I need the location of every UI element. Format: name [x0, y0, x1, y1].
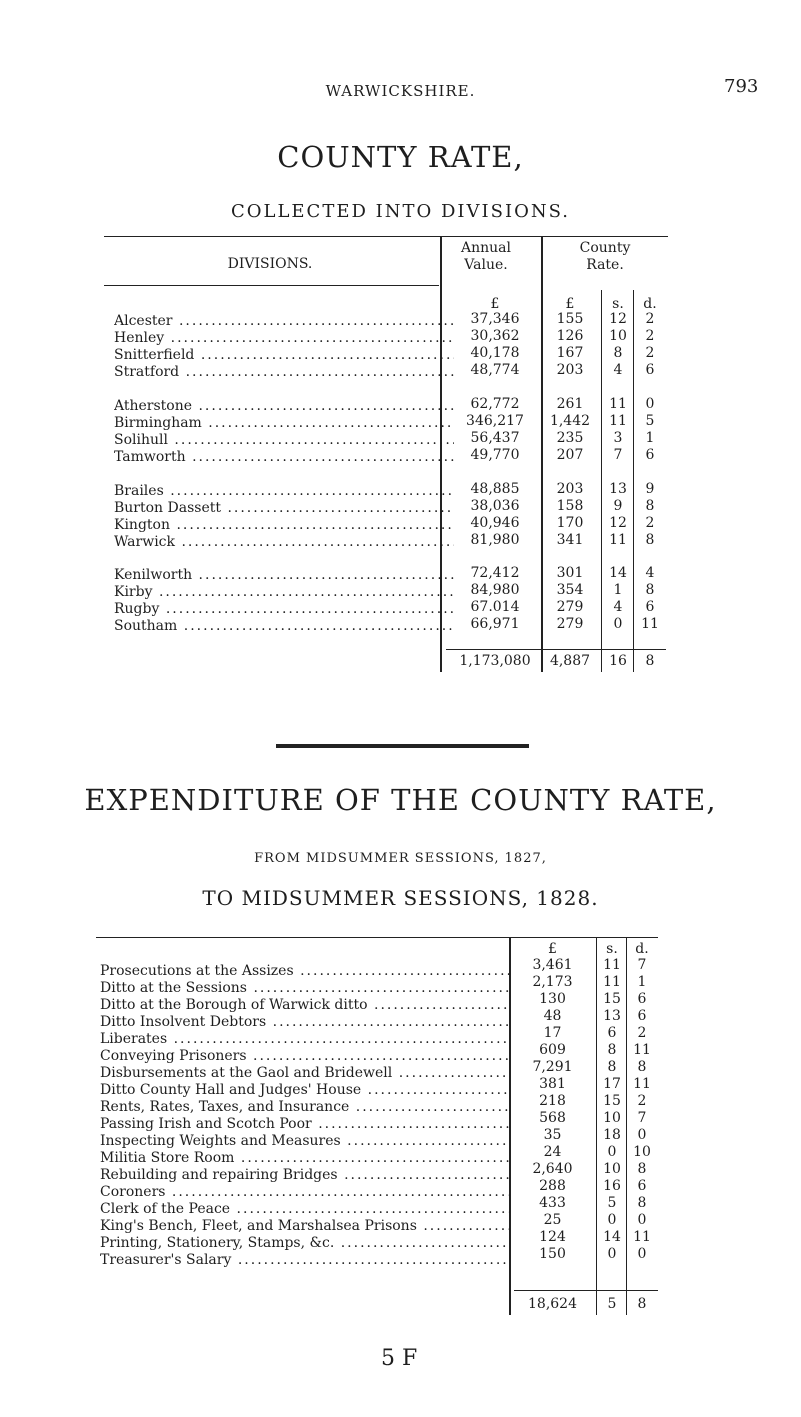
rate-pence: 2	[645, 345, 655, 361]
expense-item: Liberates .....	[100, 1031, 510, 1048]
annual-value: 56,437	[470, 430, 520, 446]
division-name: Tamworth .....	[114, 449, 454, 466]
annual-value: 81,980	[470, 532, 520, 548]
expense-pence: 6	[637, 1178, 647, 1194]
expense-pence: 11	[633, 1042, 651, 1058]
annual-value: 66,971	[470, 616, 520, 632]
expense-shillings: 0	[607, 1212, 617, 1228]
rate-pounds: 167	[556, 345, 584, 361]
rate-pounds: 155	[556, 311, 584, 327]
table2-top-rule	[96, 937, 658, 938]
division-name: Atherstone .....	[114, 398, 454, 415]
expense-shillings: 5	[607, 1195, 617, 1211]
expense-pounds: 381	[539, 1076, 566, 1092]
rate-pence: 4	[645, 565, 655, 581]
expense-pence: 0	[637, 1212, 647, 1228]
expense-item: Ditto at the Sessions .....	[100, 980, 510, 997]
rate-shillings: 8	[613, 345, 623, 361]
rate-shillings: 11	[609, 532, 627, 548]
expense-total-pence: 8	[637, 1296, 647, 1312]
expense-item: King's Bench, Fleet, and Marshalsea Prisons .....	[100, 1218, 510, 1235]
total-pounds: 4,887	[549, 653, 591, 669]
expense-pounds: 124	[539, 1229, 566, 1245]
expense-shillings: 8	[607, 1042, 617, 1058]
expense-shillings: 8	[607, 1059, 617, 1075]
expense-pence: 8	[637, 1161, 647, 1177]
expenditure-title: EXPENDITURE OF THE COUNTY RATE,	[84, 783, 717, 817]
annual-value: 67.014	[470, 599, 520, 615]
rate-pounds: 261	[556, 396, 584, 412]
rate-shillings: 14	[609, 565, 627, 581]
expense-shillings: 17	[603, 1076, 621, 1092]
expense-pence: 2	[637, 1093, 647, 1109]
rate-pounds: 158	[556, 498, 584, 514]
table1-divider	[601, 290, 602, 672]
total-pence: 8	[645, 653, 655, 669]
annual-value: 37,346	[470, 311, 520, 327]
expenditure-from-line: FROM MIDSUMMER SESSIONS, 1827,	[254, 851, 547, 866]
expense-pence: 1	[637, 974, 647, 990]
expense-pounds: 2,173	[532, 974, 573, 990]
rate-pounds: 203	[556, 481, 584, 497]
annual-value: 40,178	[470, 345, 520, 361]
expense-pence: 7	[637, 957, 647, 973]
rate-shillings: 10	[609, 328, 627, 344]
unit-annual: £	[490, 296, 500, 312]
annual-value: 84,980	[470, 582, 520, 598]
rate-pounds: 126	[556, 328, 584, 344]
expense-pounds: 288	[539, 1178, 566, 1194]
rate-pence: 6	[645, 447, 655, 463]
annual-value: 72,412	[470, 565, 520, 581]
rate-shillings: 3	[613, 430, 623, 446]
annual-value: 62,772	[470, 396, 520, 412]
expense-pounds: 7,291	[532, 1059, 573, 1075]
expense-pence: 6	[637, 1008, 647, 1024]
rate-shillings: 12	[609, 311, 627, 327]
expense-pence: 7	[637, 1110, 647, 1126]
rate-shillings: 1	[613, 582, 623, 598]
expense-item: Militia Store Room .....	[100, 1150, 510, 1167]
expense-pence: 8	[637, 1059, 647, 1075]
expense-item: Coroners .....	[100, 1184, 510, 1201]
unit-pence: d.	[635, 941, 649, 957]
rate-pence: 6	[645, 599, 655, 615]
running-title: WARWICKSHIRE.	[325, 82, 476, 100]
rate-pounds: 341	[556, 532, 584, 548]
expense-shillings: 10	[603, 1110, 621, 1126]
expense-item: Ditto at the Borough of Warwick ditto .....	[100, 997, 510, 1014]
rate-pounds: 203	[556, 362, 584, 378]
table1-total-rule	[446, 649, 666, 650]
county-rate-title: COUNTY RATE,	[277, 140, 524, 174]
expense-item: Printing, Stationery, Stamps, &c. .....	[100, 1235, 510, 1252]
rate-pence: 2	[645, 515, 655, 531]
rate-pounds: 207	[556, 447, 584, 463]
rate-pence: 8	[645, 582, 655, 598]
expense-item: Disbursements at the Gaol and Bridewell .....	[100, 1065, 510, 1082]
expense-pounds: 609	[539, 1042, 566, 1058]
expense-shillings: 15	[603, 991, 621, 1007]
signature-mark: 5 F	[381, 1346, 418, 1371]
expense-item: Clerk of the Peace .....	[100, 1201, 510, 1218]
expense-pence: 11	[633, 1229, 651, 1245]
table2-divider	[596, 937, 597, 1315]
col-divisions: DIVISIONS.	[227, 256, 313, 272]
division-name: Kirby .....	[114, 584, 454, 601]
expense-pence: 0	[637, 1246, 647, 1262]
expense-shillings: 6	[607, 1025, 617, 1041]
expense-item: Treasurer's Salary .....	[100, 1252, 510, 1269]
rate-shillings: 13	[609, 481, 627, 497]
page-number: 793	[724, 76, 759, 97]
division-name: Burton Dassett .....	[114, 500, 454, 517]
rate-pence: 6	[645, 362, 655, 378]
expense-shillings: 18	[603, 1127, 621, 1143]
unit-pounds: £	[548, 941, 557, 957]
expense-shillings: 0	[607, 1144, 617, 1160]
rate-pence: 11	[641, 616, 659, 632]
rate-pounds: 1,442	[549, 413, 591, 429]
rate-pence: 0	[645, 396, 655, 412]
division-name: Birmingham .....	[114, 415, 454, 432]
expense-pence: 8	[637, 1195, 647, 1211]
annual-value: 49,770	[470, 447, 520, 463]
rate-shillings: 11	[609, 413, 627, 429]
section-rule	[276, 744, 529, 748]
rate-pounds: 354	[556, 582, 584, 598]
expense-pounds: 24	[543, 1144, 562, 1160]
annual-value: 38,036	[470, 498, 520, 514]
expense-pounds: 433	[539, 1195, 566, 1211]
rate-pounds: 279	[556, 616, 584, 632]
annual-value: 30,362	[470, 328, 520, 344]
expense-item: Ditto Insolvent Debtors .....	[100, 1014, 510, 1031]
division-name: Southam .....	[114, 618, 454, 635]
expense-pence: 10	[633, 1144, 651, 1160]
table1-top-rule	[104, 236, 668, 237]
expense-item: Prosecutions at the Assizes .....	[100, 963, 510, 980]
rate-shillings: 11	[609, 396, 627, 412]
rate-pounds: 301	[556, 565, 584, 581]
expense-item: Passing Irish and Scotch Poor .....	[100, 1116, 510, 1133]
rate-shillings: 4	[613, 599, 623, 615]
total-shillings: 16	[609, 653, 627, 669]
division-name: Kenilworth .....	[114, 567, 454, 584]
division-name: Stratford .....	[114, 364, 454, 381]
expense-shillings: 10	[603, 1161, 621, 1177]
expense-pounds: 48	[543, 1008, 562, 1024]
expense-total-pounds: 18,624	[528, 1296, 577, 1312]
table1-divider	[633, 290, 634, 672]
expense-item: Ditto County Hall and Judges' House .....	[100, 1082, 510, 1099]
expense-pence: 2	[637, 1025, 647, 1041]
rate-pence: 8	[645, 532, 655, 548]
division-name: Rugby .....	[114, 601, 454, 618]
expense-shillings: 0	[607, 1246, 617, 1262]
expense-pounds: 150	[539, 1246, 566, 1262]
expense-pence: 11	[633, 1076, 651, 1092]
annual-value: 48,885	[470, 481, 520, 497]
expense-pounds: 2,640	[532, 1161, 573, 1177]
expense-total-shillings: 5	[607, 1296, 617, 1312]
expense-pounds: 17	[543, 1025, 562, 1041]
table2-total-rule	[514, 1290, 658, 1291]
rate-pounds: 279	[556, 599, 584, 615]
county-rate-subtitle: COLLECTED INTO DIVISIONS.	[230, 201, 570, 222]
expense-pounds: 35	[543, 1127, 562, 1143]
annual-value: 346,217	[466, 413, 524, 429]
rate-shillings: 4	[613, 362, 623, 378]
expense-pence: 0	[637, 1127, 647, 1143]
total-annual-value: 1,173,080	[459, 653, 531, 669]
unit-pence: d.	[643, 296, 657, 312]
expense-item: Conveying Prisoners .....	[100, 1048, 510, 1065]
expense-pounds: 218	[539, 1093, 566, 1109]
division-name: Alcester .....	[114, 313, 454, 330]
unit-shillings: s.	[606, 941, 618, 957]
rate-shillings: 12	[609, 515, 627, 531]
division-name: Brailes .....	[114, 483, 454, 500]
expense-item: Rebuilding and repairing Bridges .....	[100, 1167, 510, 1184]
rate-pence: 8	[645, 498, 655, 514]
rate-pence: 9	[645, 481, 655, 497]
rate-shillings: 7	[613, 447, 623, 463]
rate-pence: 1	[645, 430, 655, 446]
division-name: Snitterfield .....	[114, 347, 454, 364]
expenditure-to-line: TO MIDSUMMER SESSIONS, 1828.	[202, 886, 599, 910]
rate-pence: 2	[645, 328, 655, 344]
expense-shillings: 15	[603, 1093, 621, 1109]
annual-value: 40,946	[470, 515, 520, 531]
table1-header-rule	[104, 285, 439, 286]
expense-shillings: 11	[603, 974, 621, 990]
rate-pounds: 235	[556, 430, 584, 446]
rate-pence: 5	[645, 413, 655, 429]
expense-shillings: 14	[603, 1229, 621, 1245]
division-name: Solihull .....	[114, 432, 454, 449]
expense-pounds: 568	[539, 1110, 566, 1126]
rate-pence: 2	[645, 311, 655, 327]
expense-item: Inspecting Weights and Measures .....	[100, 1133, 510, 1150]
unit-pounds: £	[565, 296, 575, 312]
division-name: Kington .....	[114, 517, 454, 534]
expense-shillings: 13	[603, 1008, 621, 1024]
col-annual-value: Annual Value.	[461, 240, 511, 273]
division-name: Warwick .....	[114, 534, 454, 551]
expense-shillings: 11	[603, 957, 621, 973]
annual-value: 48,774	[470, 362, 520, 378]
expense-pounds: 130	[539, 991, 566, 1007]
rate-shillings: 0	[613, 616, 623, 632]
rate-shillings: 9	[613, 498, 623, 514]
rate-pounds: 170	[556, 515, 584, 531]
division-name: Henley .....	[114, 330, 454, 347]
col-county-rate: County Rate.	[579, 240, 631, 273]
expense-shillings: 16	[603, 1178, 621, 1194]
expense-pence: 6	[637, 991, 647, 1007]
expense-item: Rents, Rates, Taxes, and Insurance .....	[100, 1099, 510, 1116]
expense-pounds: 25	[543, 1212, 562, 1228]
expense-pounds: 3,461	[532, 957, 573, 973]
unit-shillings: s.	[612, 296, 624, 312]
